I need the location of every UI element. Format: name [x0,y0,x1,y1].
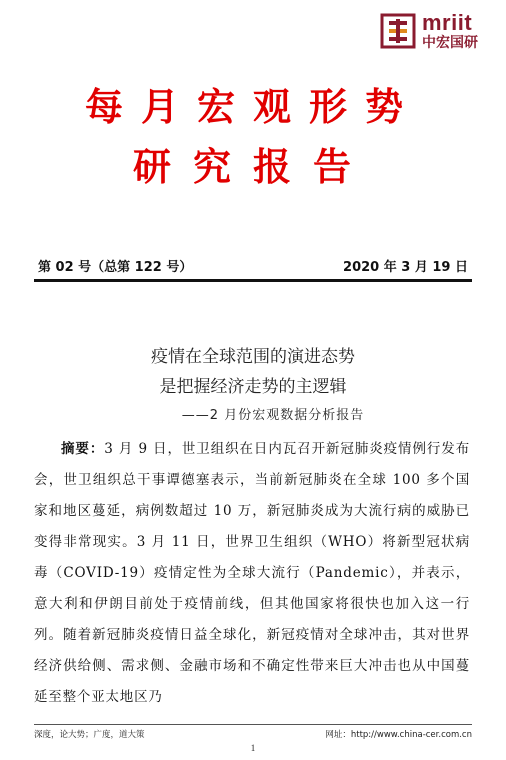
footer-website[interactable]: 网址：http://www.china-cer.com.cn [325,730,472,740]
header-divider [34,279,472,282]
issue-date: 2020 年 3 月 19 日 [343,260,468,275]
mriit-logo-icon [380,13,416,49]
logo-brand-en: mriit [422,10,473,35]
issue-number: 第 02 号（总第 122 号） [38,260,193,275]
page-number: 1 [250,743,256,753]
brand-logo [380,8,488,54]
footer-divider [34,724,472,725]
page-footer [34,728,472,740]
abstract-label: 摘要： [61,441,105,457]
abstract-text: 3 月 9 日，世卫组织在日内瓦召开新冠肺炎疫情例行发布会，世卫组织总干事谭德塞表示，当前新冠肺炎在全球 100 多个国家和地区蔓延，病例数超过 10 万，新冠肺炎成为大流行病的威胁已变得非常现实。3 月 11 日，世界卫生组织（WHO）将新型冠状病毒（COVID-19）疫情定性为全球大流行（Pandemic），并表示，意大利和伊朗目前处于疫情前线，但其他国家将很快也加入这一行列。随着新冠肺炎疫情日益全球化，新冠疫情对全球冲击，其对世界经济供给侧、需求侧、金融市场和不确定性带来巨大冲击也从中国蔓延至整个亚太地区乃 [34,441,471,705]
report-title-line2: 研究报告 [132,145,373,189]
report-title-line1: 每月宏观形势 [84,85,421,129]
issue-info-row [38,256,468,275]
logo-brand-cn: 中宏国研 [422,35,478,51]
abstract-paragraph [34,434,470,713]
footer-slogan: 深度，论大势；广度，道大策 [34,730,145,740]
article-subtitle: ——2 月份宏观数据分析报告 [181,408,365,423]
article-title-line2: 是把握经济走势的主逻辑 [159,377,347,397]
article-title-line1: 疫情在全球范围的演进态势 [151,347,355,367]
logo-text [422,12,478,50]
